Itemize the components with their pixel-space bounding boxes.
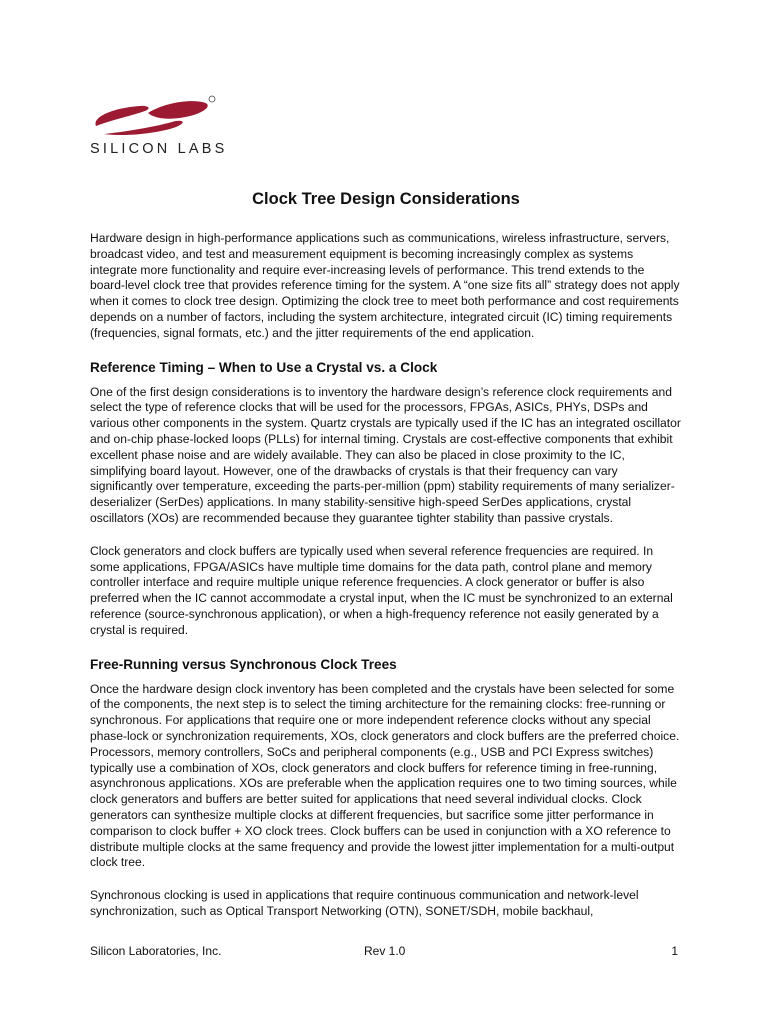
section-paragraph: Clock generators and clock buffers are typically used when several reference frequencies are required. In some applications, FPGA/ASICs have multiple time domains for the data path, control plane and memory controller interface and require multiple unique reference frequencies. A clock generator or buffer is also preferred when the IC cannot accommodate a crystal input, when the IC must be synchronized to an external reference (source-synchronous application), or when a high-frequency reference not easily generated by a crystal is required. xyxy=(90,543,673,637)
section-paragraph: Once the hardware design clock inventory has been completed and the crystals have been selected for some of the components, the next step is to select the timing architecture for the remaining clocks: free-running or synchronous. For applications that require one or more independent reference clocks without any special phase-lock or synchronization requirements, XOs, clock generators and clock buffers are the preferred choice. Processors, memory controllers, SoCs and peripheral components (e.g., USB and PCI Express switches) typically use a combination of XOs, clock generators and clock buffers for reference timing in free-running, asynchronous applications. XOs are preferable when the application requires one to two timing sources, while clock generators and buffers are better suited for applications that need several individual clocks. Clock generators can synthesize multiple clocks at different frequencies, but sacrifice some jitter performance in comparison to clock buffer + XO clock trees. Clock buffers can be used in conjunction with a XO reference to distribute multiple clocks at the same frequency and provide the lowest jitter implementation for a multi-output clock tree. xyxy=(90,681,680,870)
section-heading-reference-timing: Reference Timing – When to Use a Crystal vs. a Clock xyxy=(90,359,438,375)
silicon-labs-swoosh-icon xyxy=(90,90,220,140)
section-paragraph: Synchronous clocking is used in applications that require continuous communication and network-level synchronization, such as Optical Transport Networking (OTN), SONET/SDH, mobile backhaul, xyxy=(90,888,639,918)
page-footer xyxy=(90,944,682,962)
footer-page-number: 1 xyxy=(671,944,678,958)
section-heading-free-running: Free-Running versus Synchronous Clock Trees xyxy=(90,656,397,672)
footer-company: Silicon Laboratories, Inc. xyxy=(90,944,222,958)
footer-revision: Rev 1.0 xyxy=(364,944,406,958)
intro-paragraph: Hardware design in high-performance applications such as communications, wireless infrastructure, servers, broadcast video, and test and measurement equipment is becoming increasingly complex as systems integrate more functionality and require ever-increasing levels of performance. This trend extends to the board-level clock tree that provides reference timing for the system. A “one size fits all” strategy does not apply when it comes to clock tree design. Optimizing the clock tree to meet both performance and cost requirements depends on a number of factors, including the system architecture, integrated circuit (IC) timing requirements (frequencies, signal formats, etc.) and the jitter requirements of the end application. xyxy=(90,231,680,340)
silicon-labs-logo xyxy=(90,90,230,162)
document-body xyxy=(90,190,682,937)
section-paragraph: One of the first design considerations is to inventory the hardware design’s reference clock requirements and select the type of reference clocks that will be used for the processors, FPGAs, ASICs, PHYs, DSPs and various other components in the system. Quartz crystals are typically used if the IC has an integrated oscillator and on-chip phase-locked loops (PLLs) for internal timing. Crystals are cost-effective components that exhibit excellent phase noise and are widely available. They can also be placed in close proximity to the IC, simplifying board layout. However, one of the drawbacks of crystals is that their frequency can vary significantly over temperature, exceeding the parts-per-million (ppm) stability requirements of many serializer-deserializer (SerDes) applications. In many stability-sensitive high-speed SerDes applications, crystal oscillators (XOs) are recommended because they guarantee tighter stability than passive crystals. xyxy=(90,384,681,525)
logo-wordmark: SILICON LABS xyxy=(90,141,228,157)
document-title: Clock Tree Design Considerations xyxy=(252,190,520,208)
